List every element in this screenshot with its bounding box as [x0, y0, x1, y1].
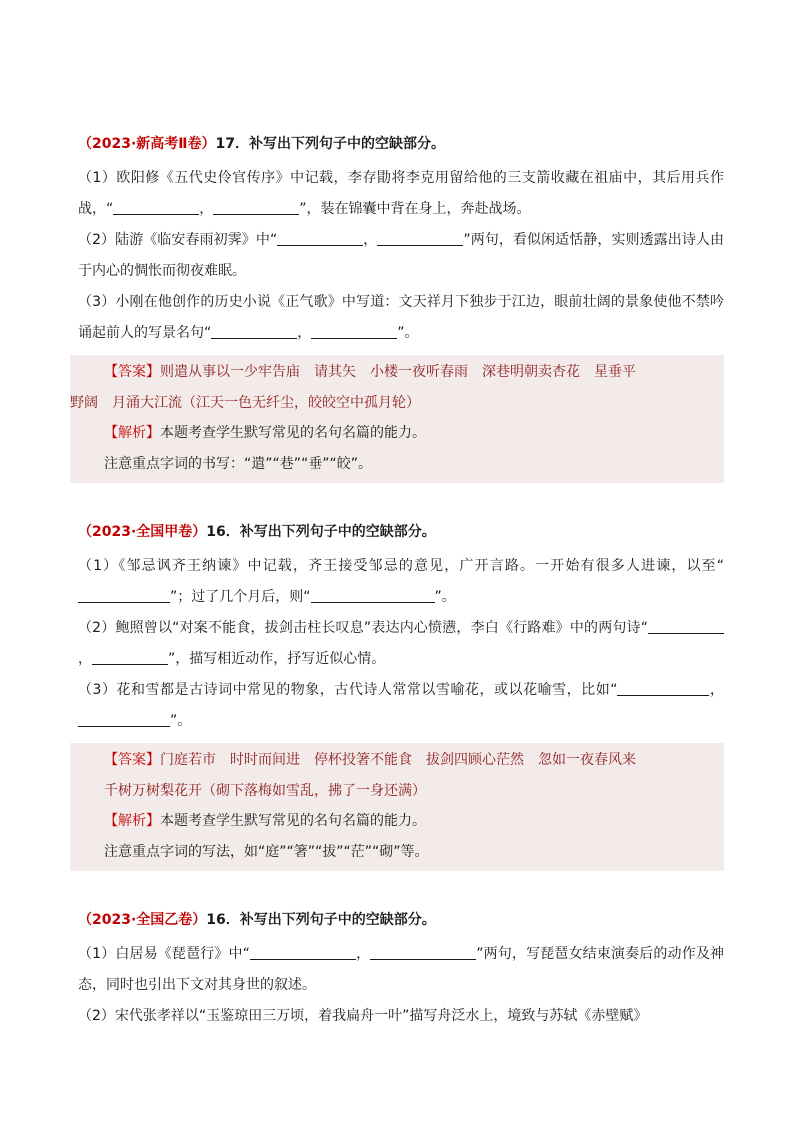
fill-blank[interactable]: [78, 586, 170, 603]
fill-blank[interactable]: [377, 229, 463, 246]
question-3-item-2: （2）宋代张孝祥以“玉鉴琼田三万顷，着我扁舟一叶”描写舟泛水上，境致与苏轼《赤壁赋》: [78, 1008, 648, 1024]
answer-box: [70, 355, 724, 483]
question-3-item-1: （1）白居易《琵琶行》中“ ， ”两句，写琵琶女结束演奏后的动作及神态，同时也引出下文对其身世的叙述。: [78, 939, 724, 1001]
fill-blank[interactable]: [78, 710, 170, 727]
question-3-heading: [78, 909, 724, 931]
question-2-item-1: （1）《邹忌讽齐王纳谏》中记载，齐王接受邹忌的意见，广开言路。一开始有很多人进谏，以至“”；过了几个月后，则“ ”。: [78, 558, 724, 605]
fill-blank[interactable]: [648, 617, 724, 634]
fill-blank[interactable]: [211, 322, 297, 339]
question-source: （2023·全国甲卷）: [78, 524, 207, 540]
answer-line-cont: 千树万树梨花开（砌下落梅如雪乱，拂了一身还满）: [104, 782, 426, 799]
note-line: 注意重点字词的写法，如“庭”“箸”“拔”“茫”“砌”等。: [104, 843, 429, 860]
question-1-item-3: （3）小刚在他创作的历史小说《正气歌》中写道：文天祥月下独步于江边，眼前壮阔的景象使他不禁吟诵起前人的写景名句“ ， ”。: [78, 294, 724, 341]
note-line: 注意重点字词的书写：“遣”“巷”“垂”“皎”。: [104, 455, 373, 472]
fill-blank[interactable]: [213, 198, 299, 215]
question-1-item-1: （1）欧阳修《五代史伶官传序》中记载，李存勖将李克用留给他的三支箭收藏在祖庙中，其后用兵作战，“ ， ”，装在锦囊中背在身上，奔赴战场。: [78, 170, 724, 217]
fill-blank[interactable]: [113, 198, 199, 215]
question-2-item-3: （3）花和雪都是古诗词中常见的物象，古代诗人常常以雪喻花，或以花喻雪，比如“ ，”。: [78, 675, 724, 737]
answer-line: 【答案】门庭若市 时时而间进 停杯投箸不能食 拔剑四顾心茫然 忽如一夜春风来: [104, 752, 636, 768]
question-2-item-2: （2）鲍照曾以“对案不能食，拔剑击柱长叹息”表达内心愤懑，李白《行路难》中的两句诗“， ”，描写相近动作，抒写近似心情。: [78, 613, 724, 675]
answer-line: 【答案】则遣从事以一少牢告庙 请其矢 小楼一夜听春雨 深巷明朝卖杏花 星垂平: [104, 364, 636, 380]
fill-blank[interactable]: [617, 679, 709, 696]
question-1-heading: [78, 133, 724, 155]
question-2: [70, 521, 724, 871]
analysis-line: 【解析】本题考查学生默写常见的名句名篇的能力。: [104, 813, 426, 829]
fill-blank[interactable]: [311, 322, 397, 339]
answer-line-cont: 野阔 月涌大江流（江天一色无纤尘，皎皎空中孤月轮）: [70, 394, 420, 411]
question-title: 17．补写出下列句子中的空缺部分。: [215, 136, 445, 152]
question-source: （2023·全国乙卷）: [78, 912, 207, 928]
question-title: 16．补写出下列句子中的空缺部分。: [206, 912, 436, 928]
fill-blank[interactable]: [370, 943, 476, 960]
fill-blank[interactable]: [250, 943, 356, 960]
answer-box: [70, 743, 724, 871]
question-1-item-2: （2）陆游《临安春雨初霁》中“ ， ”两句，看似闲适恬静，实则透露出诗人由于内心的惆怅而彻夜难眠。: [78, 225, 724, 287]
fill-blank[interactable]: [277, 229, 363, 246]
question-title: 16．补写出下列句子中的空缺部分。: [206, 524, 436, 540]
analysis-line: 【解析】本题考查学生默写常见的名句名篇的能力。: [104, 425, 426, 441]
question-source: （2023·新高考Ⅱ卷）: [78, 136, 216, 152]
question-1: [70, 133, 724, 483]
question-3: [70, 909, 724, 1032]
fill-blank[interactable]: [92, 648, 168, 665]
question-2-heading: [78, 521, 724, 543]
fill-blank[interactable]: [311, 586, 435, 603]
